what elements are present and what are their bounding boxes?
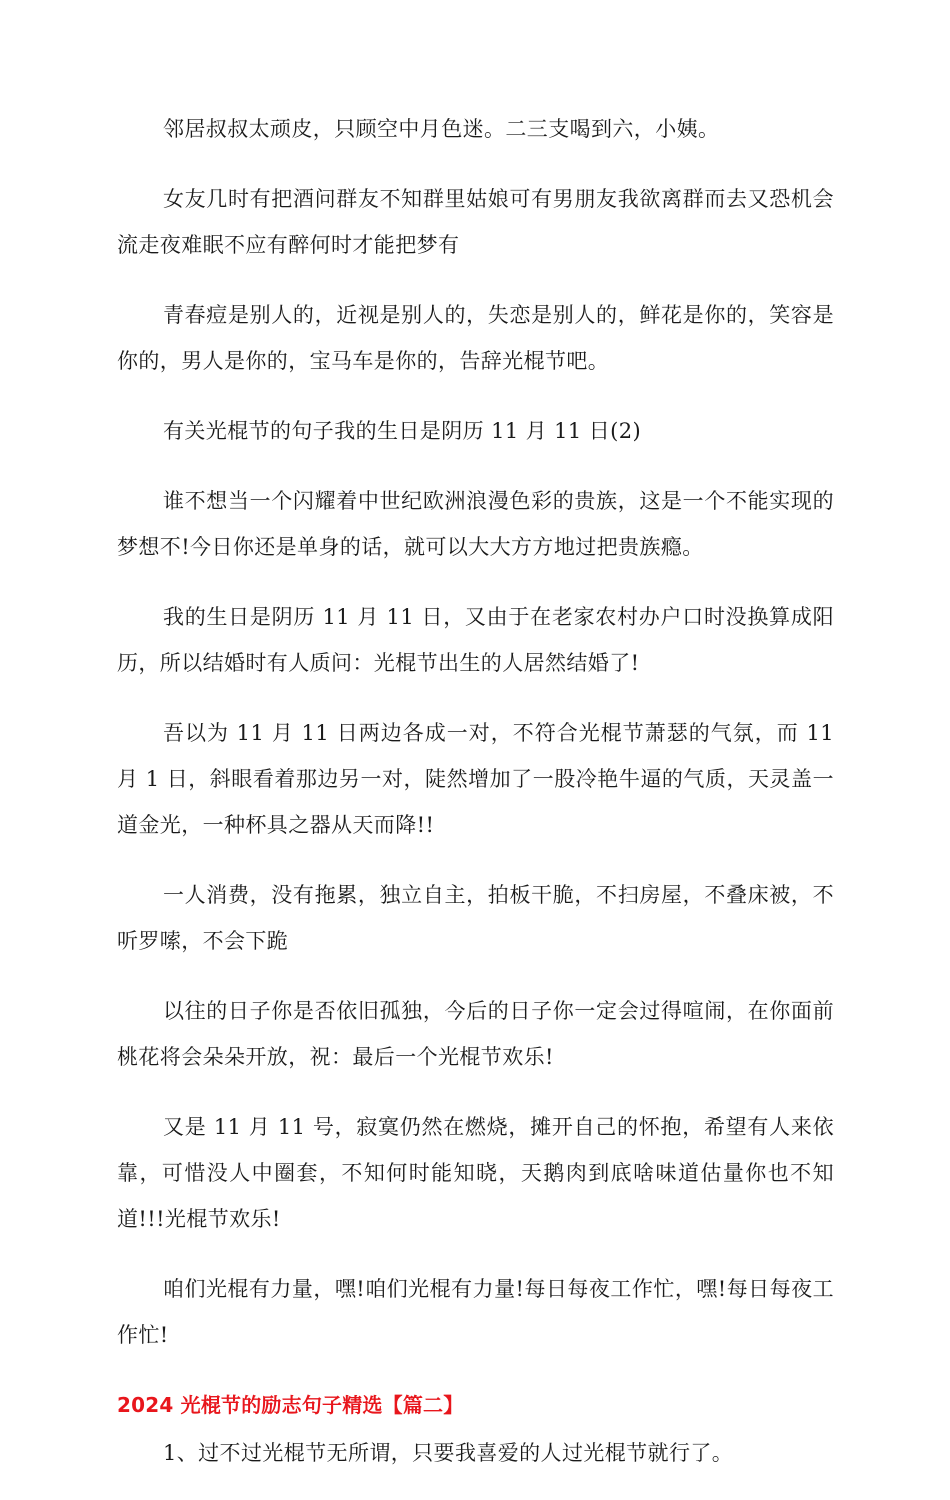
section-heading: 2024 光棍节的励志句子精选【篇二】: [117, 1393, 464, 1417]
document-body: [117, 106, 834, 1500]
paragraph-11: 咱们光棍有力量，嘿!咱们光棍有力量!每日每夜工作忙，嘿!每日每夜工作忙!: [117, 1277, 834, 1347]
paragraph-4: 有关光棍节的句子我的生日是阴历 11 月 11 日(2): [163, 419, 642, 443]
paragraph-6: 我的生日是阴历 11 月 11 日，又由于在老家农村办户口时没换算成阳历，所以结婚时有人质问：光棍节出生的人居然结婚了!: [117, 605, 834, 675]
list-item-1: 1、过不过光棍节无所谓，只要我喜爱的人过光棍节就行了。: [163, 1441, 734, 1465]
paragraph-10: 又是 11 月 11 号，寂寞仍然在燃烧，摊开自己的怀抱，希望有人来依靠，可惜没人中圈套，不知何时能知晓，天鹅肉到底啥味道估量你也不知道!!!光棍节欢乐!: [117, 1115, 834, 1231]
paragraph-8: 一人消费，没有拖累，独立自主，拍板干脆，不扫房屋，不叠床被，不听罗嗦，不会下跪: [117, 883, 834, 953]
paragraph-7: 吾以为 11 月 11 日两边各成一对，不符合光棍节萧瑟的气氛，而 11 月 1 日，斜眼看着那边另一对，陡然增加了一股冷艳牛逼的气质，天灵盖一道金光，一种杯具之器从天而降!!: [117, 721, 834, 837]
paragraph-2: 女友几时有把酒问群友不知群里姑娘可有男朋友我欲离群而去又恐机会流走夜难眠不应有醉何时才能把梦有: [117, 187, 834, 257]
paragraph-3: 青春痘是别人的，近视是别人的，失恋是别人的，鲜花是你的，笑容是你的，男人是你的，宝马车是你的，告辞光棍节吧。: [117, 303, 834, 373]
paragraph-1: 邻居叔叔太顽皮，只顾空中月色迷。二三支喝到六，小姨。: [163, 117, 720, 141]
paragraph-5: 谁不想当一个闪耀着中世纪欧洲浪漫色彩的贵族，这是一个不能实现的梦想不!今日你还是单身的话，就可以大大方方地过把贵族瘾。: [117, 489, 834, 559]
paragraph-9: 以往的日子你是否依旧孤独，今后的日子你一定会过得喧闹，在你面前桃花将会朵朵开放，祝：最后一个光棍节欢乐!: [117, 999, 834, 1069]
